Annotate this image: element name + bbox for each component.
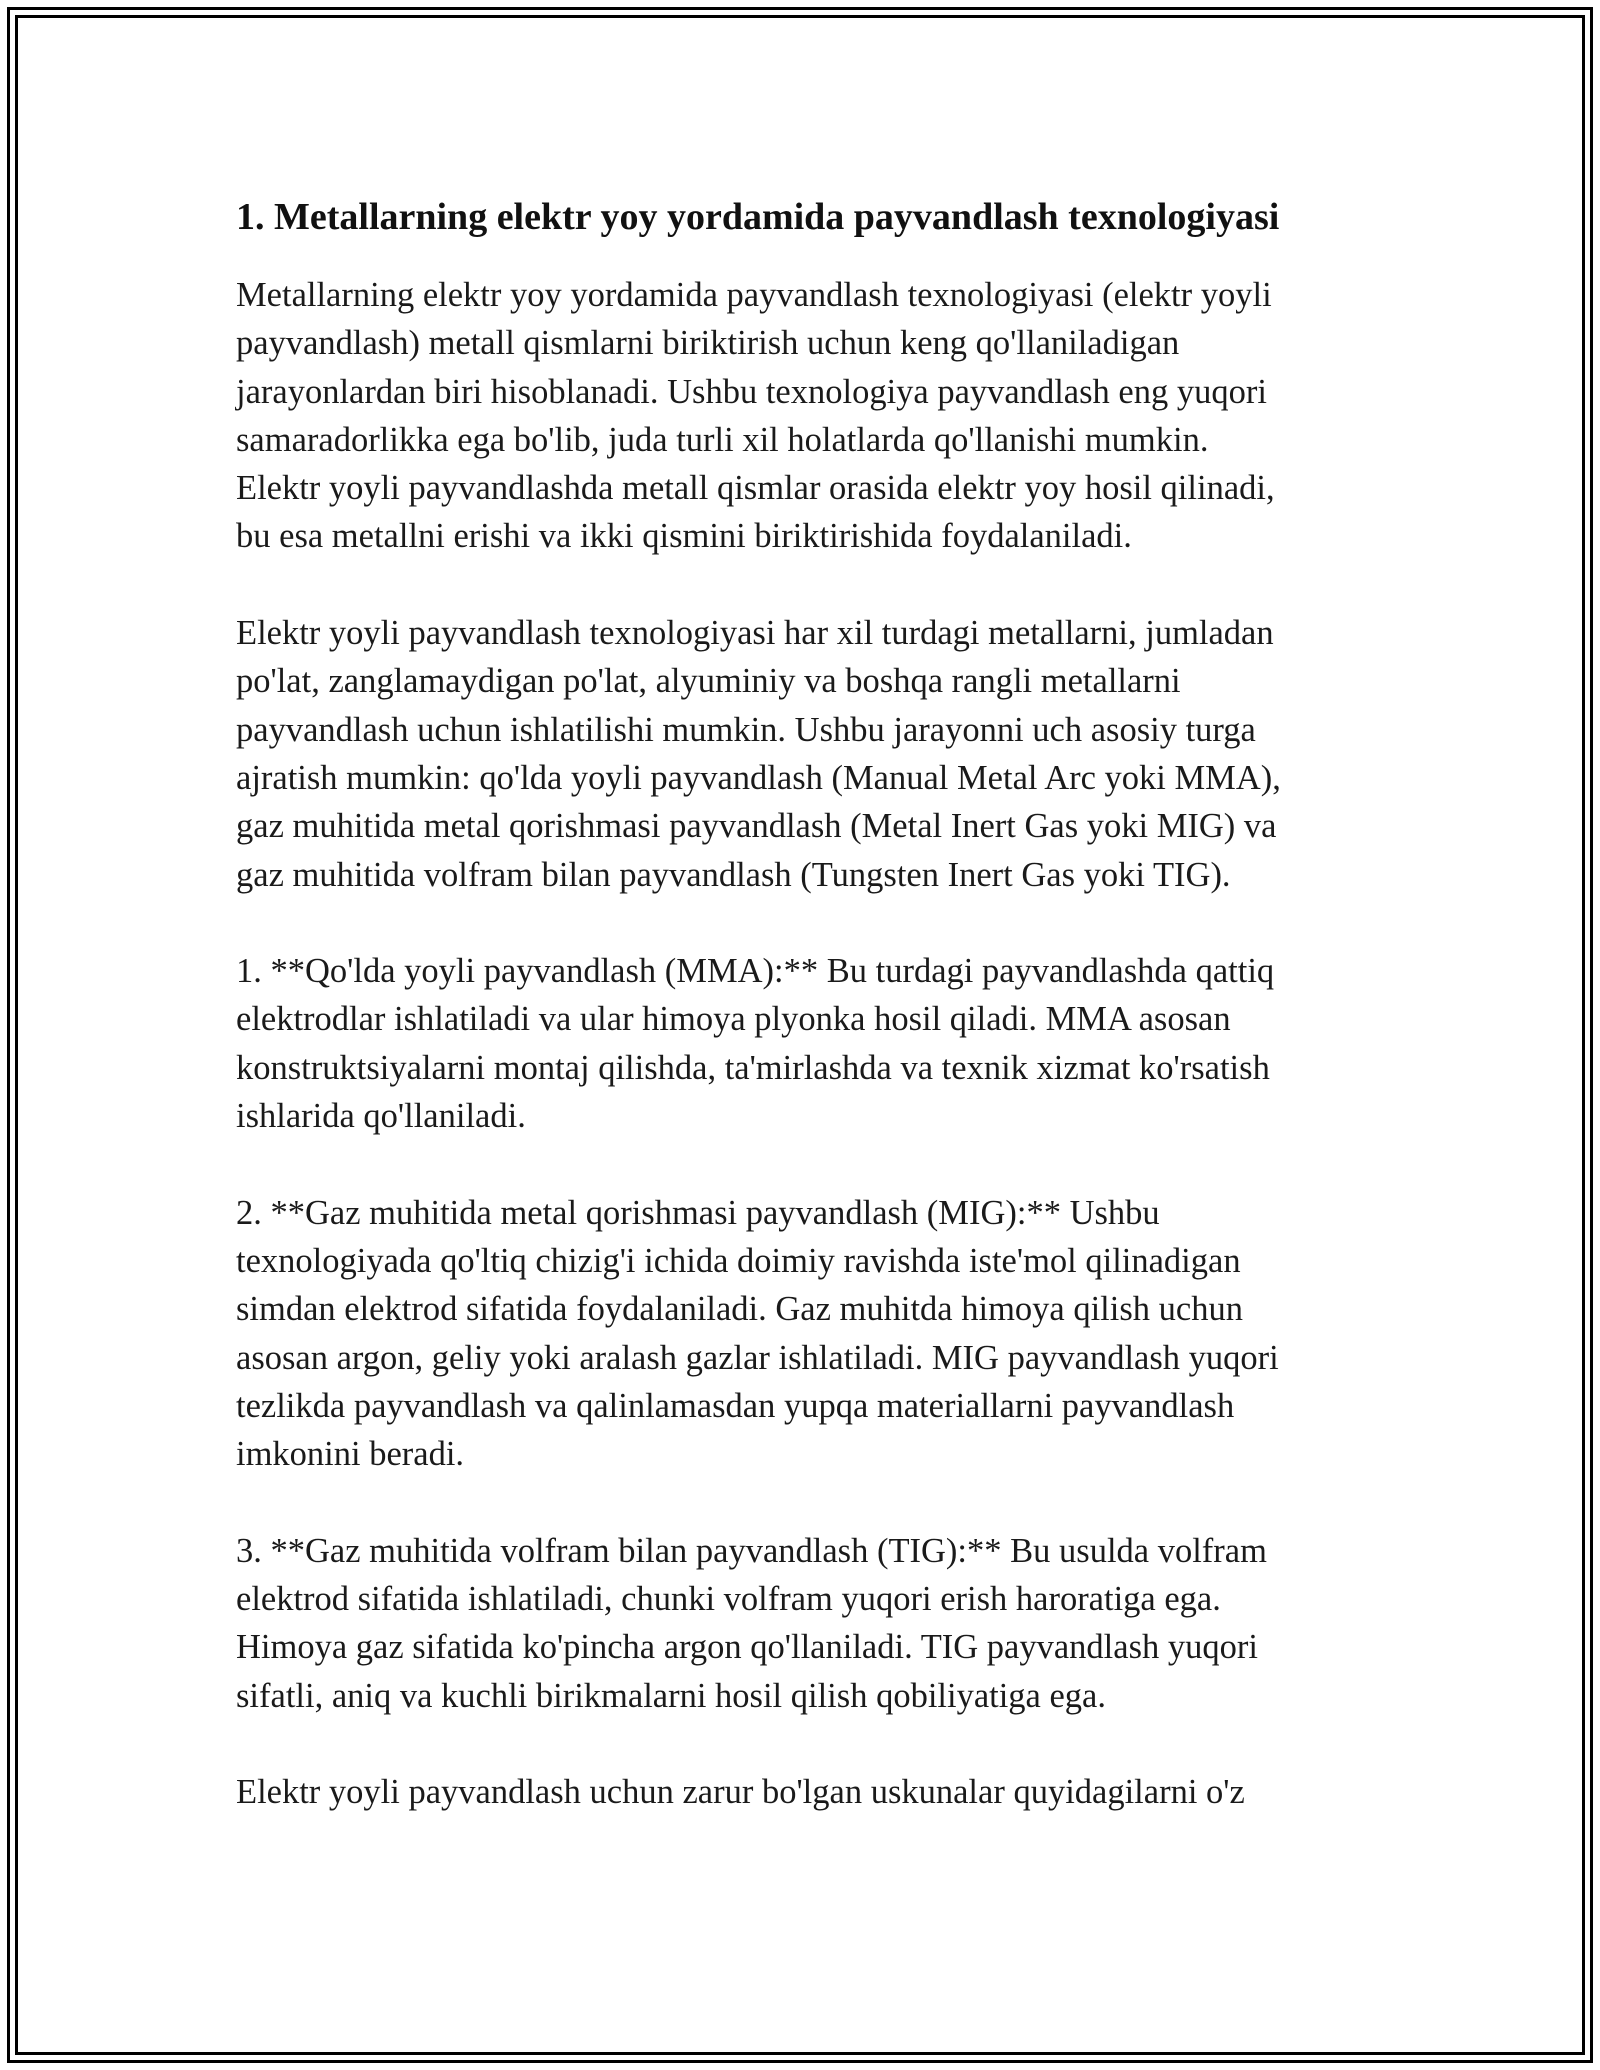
paragraph-mig: 2. **Gaz muhitida metal qorishmasi payvandlash (MIG):** Ushbu texnologiyada qo'ltiq chizig'i ichida doimiy ravishda iste'mol qilinadigan simdan elektrod sifatida foydalaniladi. Gaz muhitda himoya qilish uchun asosan argon, geliy yoki aralash gazlar ishlatiladi. MIG payvandlash yuqori tezlikda payvandlash va qalinlamasdan yupqa materiallarni payvandlash imkonini beradi. xyxy=(236,1193,1279,1474)
document-body xyxy=(236,190,1366,1817)
paragraph-intro: Metallarning elektr yoy yordamida payvandlash texnologiyasi (elektr yoyli payvandlash) metall qismlarni biriktirish uchun keng qo'llaniladigan jarayonlardan biri hisoblanadi. Ushbu texnologiya payvandlash eng yuqori samaradorlikka ega bo'lib, juda turli xil holatlarda qo'llanishi mumkin. Elektr yoyli payvandlashda metall qismlar orasida elektr yoy hosil qilinadi, bu esa metallni erishi va ikki qismini biriktirishida foydalaniladi. xyxy=(236,276,1275,556)
paragraph-tig: 3. **Gaz muhitida volfram bilan payvandlash (TIG):** Bu usulda volfram elektrod sifatida ishlatiladi, chunki volfram yuqori erish haroratiga ega. Himoya gaz sifatida ko'pincha argon qo'llaniladi. TIG payvandlash yuqori sifatli, aniq va kuchli birikmalarni hosil qilish qobiliyatiga ega. xyxy=(236,1531,1267,1715)
paragraph-types: Elektr yoyli payvandlash texnologiyasi har xil turdagi metallarni, jumladan po'lat, zanglamaydigan po'lat, alyuminiy va boshqa rangli metallarni payvandlash uchun ishlatilishi mumkin. Ushbu jarayonni uch asosiy turga ajratish mumkin: qo'lda yoyli payvandlash (Manual Metal Arc yoki MMA), gaz muhitida metal qorishmasi payvandlash (Metal Inert Gas yoki MIG) va gaz muhitida volfram bilan payvandlash (Tungsten Inert Gas yoki TIG). xyxy=(236,614,1281,894)
paragraph-equipment: Elektr yoyli payvandlash uchun zarur bo'lgan uskunalar quyidagilarni o'z xyxy=(236,1773,1245,1812)
paragraph-mma: 1. **Qo'lda yoyli payvandlash (MMA):** Bu turdagi payvandlashda qattiq elektrodlar ishlatiladi va ular himoya plyonka hosil qiladi. MMA asosan konstruktsiyalarni montaj qilishda, ta'mirlashda va texnik xizmat ko'rsatish ishlarida qo'llaniladi. xyxy=(236,952,1275,1136)
document-heading: 1. Metallarning elektr yoy yordamida payvandlash texnologiyasi xyxy=(236,196,1280,238)
